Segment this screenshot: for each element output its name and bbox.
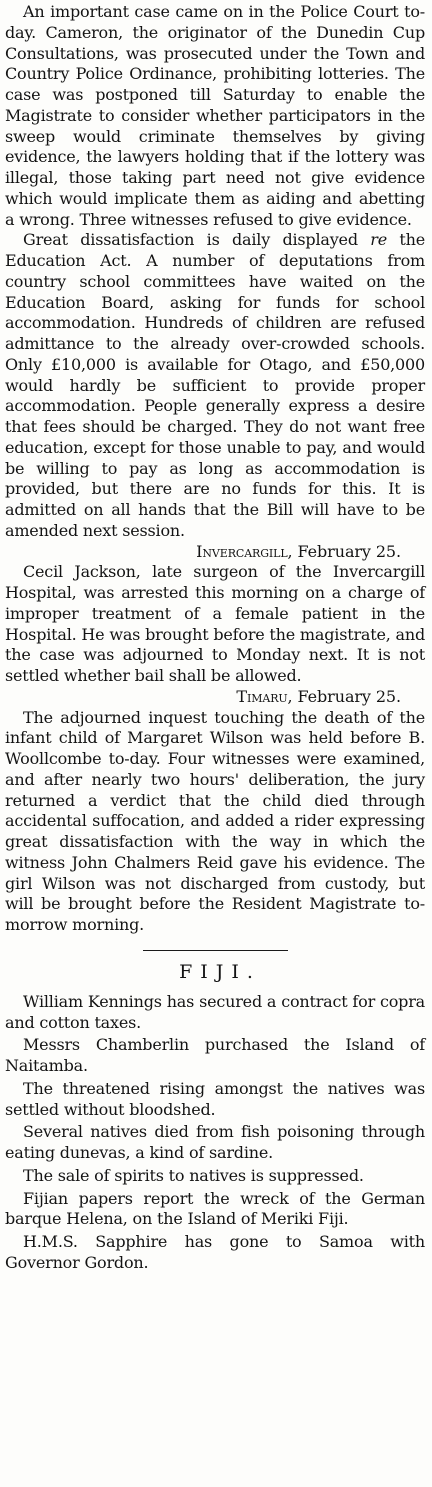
- dateline-timaru: [5, 687, 425, 708]
- dateline-place: Timaru,: [236, 686, 293, 706]
- fiji-item-sapphire: H.M.S. Sapphire has gone to Samoa with Governor Gordon.: [5, 1232, 425, 1272]
- dateline-date: February 25.: [297, 686, 401, 706]
- section-heading-fiji: FIJI.: [179, 960, 261, 983]
- italic-re: re: [370, 230, 387, 250]
- fiji-item-spirits: The sale of spirits to natives is suppressed.: [23, 1165, 364, 1185]
- article-paragraph-police-court: An important case came on in the Police Court to-day. Cameron, the originator of the Dunedin Cup Consultations, was prosecuted under the Town and Country Police Ordinance, prohibiting lotteries. The case was postponed till Saturday to enable the Magistrate to consider whether participators in the sweep would criminate themselves by giving evidence, the lawyers holding that if the lottery was illegal, those taking part need not give evidence which would implicate them as aiding and abetting a wrong. Three witnesses refused to give evidence.: [5, 2, 425, 229]
- dateline-place: Invercargill,: [196, 541, 293, 561]
- fiji-item-rising: The threatened rising amongst the natives was settled without bloodshed.: [5, 1078, 425, 1119]
- fiji-item-wreck: Fijian papers report the wreck of the German barque Helena, on the Island of Meriki Fiji.: [5, 1188, 425, 1229]
- article-paragraph-invercargill: Cecil Jackson, late surgeon of the Invercargill Hospital, was arrested this morning on a charge of improper treatment of a female patient in the Hospital. He was brought before the magistrate, and the case was adjourned to Monday next. It is not settled whether bail shall be allowed.: [5, 562, 425, 685]
- fiji-item-contract: William Kennings has secured a contract for copra and cotton taxes.: [5, 991, 425, 1032]
- section-divider-rule: [143, 950, 288, 951]
- section-fiji: [5, 959, 425, 1274]
- article-paragraph-education-act: Great dissatisfaction is daily displayed re the Education Act. A number of deputations from country school committees have waited on the Education Board, asking for funds for school accommodation. Hundreds of children are refused admittance to the already over-crowded schools. Only £10,000 is available for Otago, and £50,000 would hardly be sufficient to provide proper accommodation. People generally express a desire that fees should be charged. They do not want free education, except for those unable to pay, and would be willing to pay as long as accommodation is provided, but there are no funds for this. It is admitted on all hands that the Bill will have to be amended next session.: [5, 230, 425, 540]
- dateline-invercargill: [5, 542, 425, 563]
- fiji-item-naitamba: Messrs Chamberlin purchased the Island of Naitamba.: [5, 1035, 425, 1075]
- fiji-item-fish-poisoning: Several natives died from fish poisoning through eating dunevas, a kind of sardine.: [5, 1122, 425, 1162]
- dateline-date: February 25.: [297, 541, 401, 561]
- article-paragraph-timaru: The adjourned inquest touching the death of the infant child of Margaret Wilson was held before B. Woollcombe to-day. Four witnesses were examined, and after nearly two hours' deliberation, the jury returned a verdict that the child died through accidental suffocation, and added a rider expressing great dissatisfaction with the way in which the witness John Chalmers Reid gave his evidence. The girl Wilson was not discharged from custody, but will be brought before the Resident Magistrate to-morrow morning.: [5, 707, 425, 934]
